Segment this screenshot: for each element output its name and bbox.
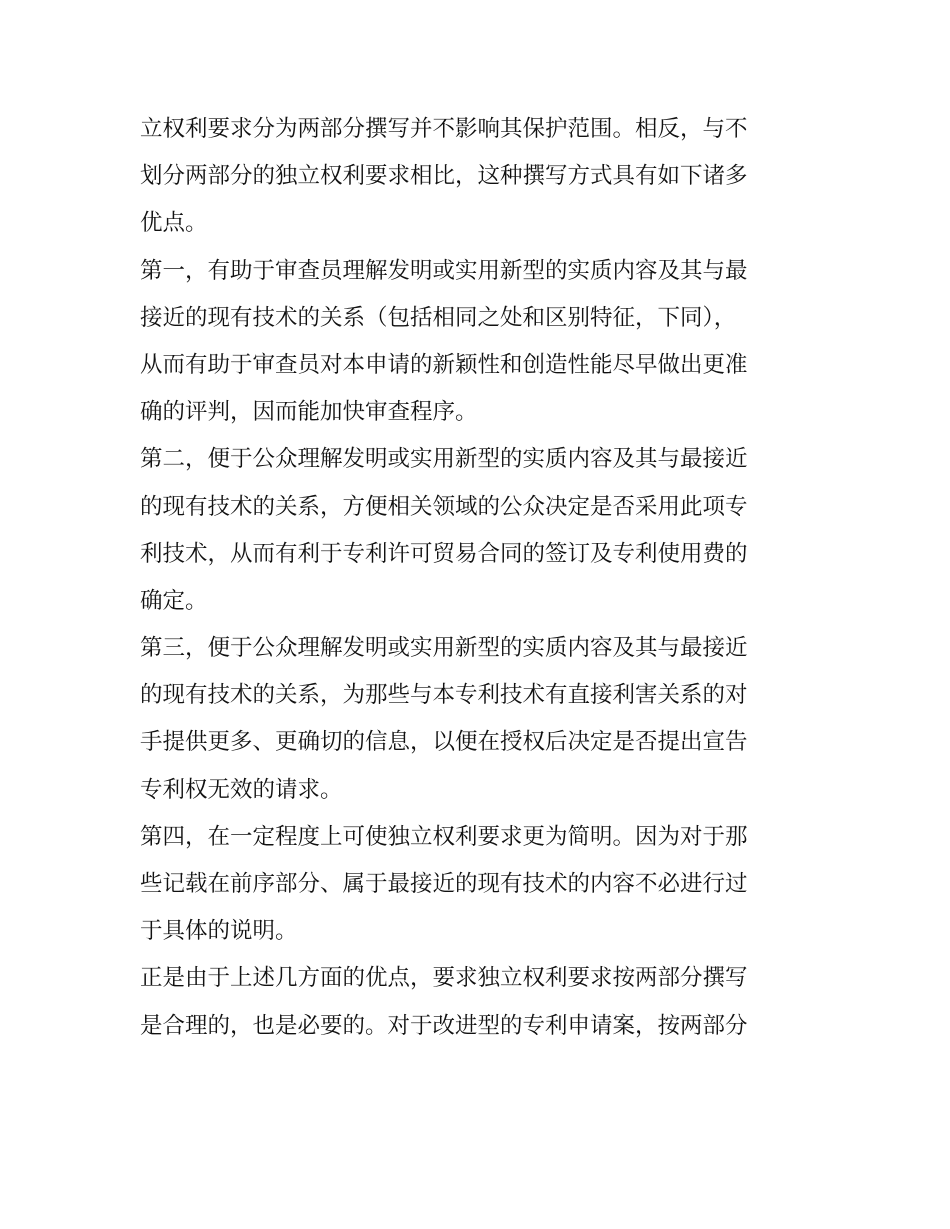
text-line: 利技术，从而有利于专利许可贸易合同的签订及专利使用费的	[140, 540, 748, 567]
text-line: 第二，便于公众理解发明或实用新型的实质内容及其与最接近	[140, 446, 748, 473]
text-line: 是合理的，也是必要的。对于改进型的专利申请案，按两部分	[140, 1012, 748, 1039]
text-line: 第三，便于公众理解发明或实用新型的实质内容及其与最接近	[140, 635, 748, 662]
text-line: 划分两部分的独立权利要求相比，这种撰写方式具有如下诸多	[140, 163, 748, 190]
text-line: 手提供更多、更确切的信息，以便在授权后决定是否提出宣告	[140, 729, 748, 756]
text-line: 接近的现有技术的关系（包括相同之处和区别特征，下同），	[140, 304, 737, 331]
text-line: 确的评判，因而能加快审查程序。	[140, 399, 478, 426]
text-line: 些记载在前序部分、属于最接近的现有技术的内容不必进行过	[140, 871, 748, 897]
text-line: 第四，在一定程度上可使独立权利要求更为简明。因为对于那	[140, 823, 748, 850]
text-line: 立权利要求分为两部分撰写并不影响其保护范围。相反，与不	[140, 116, 748, 142]
text-line: 正是由于上述几方面的优点，要求独立权利要求按两部分撰写	[140, 965, 748, 992]
text-line: 于具体的说明。	[140, 918, 298, 945]
text-line: 优点。	[140, 210, 208, 237]
document-page	[140, 106, 815, 1050]
text-line: 从而有助于审查员对本申请的新颖性和创造性能尽早做出更准	[140, 351, 748, 378]
text-line: 第一，有助于审查员理解发明或实用新型的实质内容及其与最	[140, 257, 748, 284]
text-line: 确定。	[140, 587, 208, 614]
text-line: 的现有技术的关系，为那些与本专利技术有直接利害关系的对	[140, 682, 748, 709]
text-line: 的现有技术的关系，方便相关领域的公众决定是否采用此项专	[140, 493, 748, 520]
text-line: 专利权无效的请求。	[140, 776, 343, 803]
